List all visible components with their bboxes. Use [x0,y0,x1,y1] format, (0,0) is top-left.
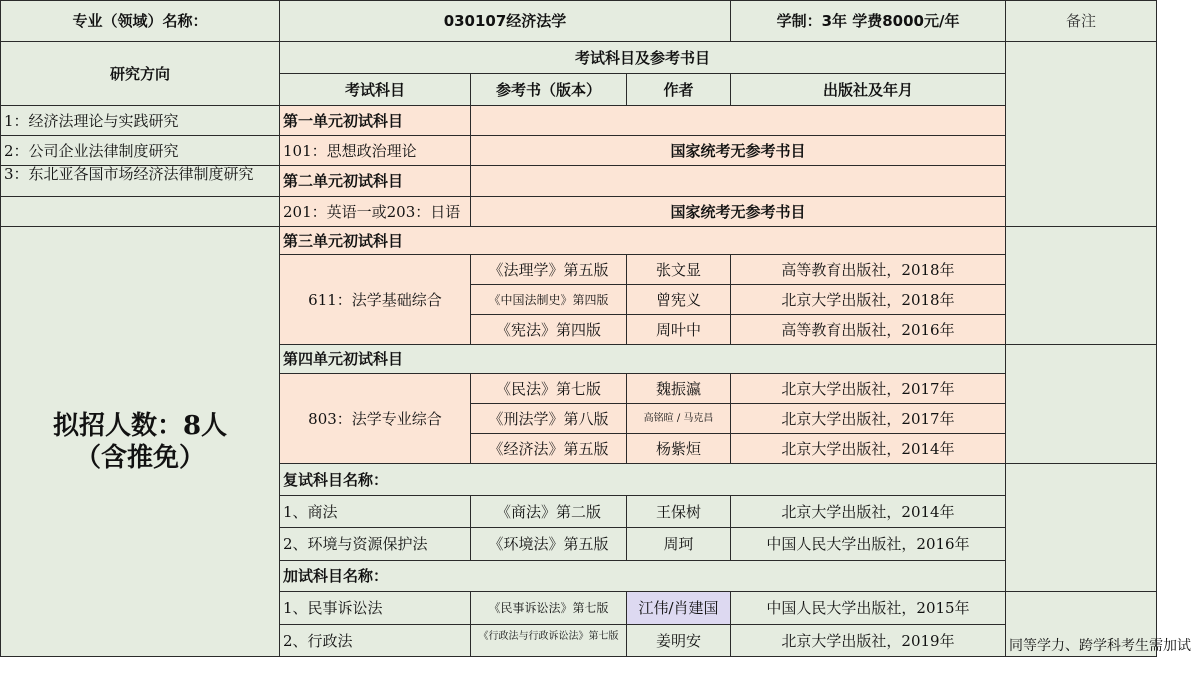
unit4-publisher-3[interactable]: 北京大学出版社，2014年 [731,434,1006,464]
unit3-book-3[interactable]: 《宪法》第四版 [471,315,627,345]
exam-and-books-header[interactable]: 考试科目及参考书目 [280,42,1006,74]
unit3-book-1[interactable]: 《法理学》第五版 [471,255,627,285]
unit4-publisher-1[interactable]: 北京大学出版社，2017年 [731,374,1006,404]
remark-cell-retest[interactable] [1006,464,1157,592]
enrollment-cell[interactable] [1,227,280,657]
unit3-publisher-2[interactable]: 北京大学出版社，2018年 [731,285,1006,315]
retest-book-2[interactable]: 《环境法》第五版 [471,528,627,561]
unit3-author-1[interactable]: 张文显 [627,255,731,285]
direction-1-cell[interactable]: 1：经济法理论与实践研究 [1,106,280,136]
unit4-author-3[interactable]: 杨紫烜 [627,434,731,464]
major-label-cell[interactable]: 专业（领域）名称： [1,1,280,42]
unit3-author-2[interactable]: 曾宪义 [627,285,731,315]
major-name-cell[interactable]: 030107经济法学 [280,1,731,42]
unit4-title-cell[interactable]: 第四单元初试科目 [280,345,1006,374]
direction-3-text: 3：东北亚各国市场经济法律制度研究 [4,165,254,183]
direction-empty-cell[interactable] [1,197,280,227]
extra-publisher-1[interactable]: 中国人民大学出版社，2015年 [731,592,1006,625]
exam-subject-header[interactable]: 考试科目 [280,74,471,106]
unit3-publisher-1[interactable]: 高等教育出版社，2018年 [731,255,1006,285]
extra-remark-cell[interactable]: 同等学力、跨学科考生需加试 [1006,592,1157,657]
unit1-title-cell[interactable]: 第一单元初试科目 [280,106,471,136]
publisher-header[interactable]: 出版社及年月 [731,74,1006,106]
extra-subject-1[interactable]: 1、民事诉讼法 [280,592,471,625]
remark-cell-initial[interactable] [1006,42,1157,227]
extra-book-2[interactable]: 《行政法与行政诉讼法》第七版 [471,625,627,657]
unit1-subject-cell[interactable]: 101：思想政治理论 [280,136,471,166]
unit4-author-1[interactable]: 魏振瀛 [627,374,731,404]
unit1-note-cell[interactable]: 国家统考无参考书目 [471,136,1006,166]
unit4-book-1[interactable]: 《民法》第七版 [471,374,627,404]
unit3-author-3[interactable]: 周叶中 [627,315,731,345]
author-header[interactable]: 作者 [627,74,731,106]
system-fee-cell[interactable]: 学制：3年 学费8000元/年 [731,1,1006,42]
unit4-author-2[interactable]: 高铭暄 / 马克昌 [627,404,731,434]
retest-author-2[interactable]: 周珂 [627,528,731,561]
unit1-blank-cell[interactable] [471,106,1006,136]
extra-author-1[interactable]: 江伟/肖建国 [627,592,731,625]
unit4-book-2[interactable]: 《刑法学》第八版 [471,404,627,434]
extra-title-cell[interactable]: 加试科目名称： [280,561,1006,592]
extra-book-1[interactable]: 《民事诉讼法》第七版 [471,592,627,625]
extra-author-2[interactable]: 姜明安 [627,625,731,657]
direction-2-cell[interactable]: 2：公司企业法律制度研究 [1,136,280,166]
unit4-publisher-2[interactable]: 北京大学出版社，2017年 [731,404,1006,434]
unit3-title-cell[interactable]: 第三单元初试科目 [280,227,1006,255]
unit2-subject-cell[interactable]: 201：英语一或203：日语 [280,197,471,227]
retest-title-cell[interactable]: 复试科目名称： [280,464,1006,496]
retest-book-1[interactable]: 《商法》第二版 [471,496,627,528]
retest-subject-2[interactable]: 2、环境与资源保护法 [280,528,471,561]
reference-book-header[interactable]: 参考书（版本） [471,74,627,106]
enrollment-note: （含推免） [74,442,205,473]
unit2-blank-cell[interactable] [471,166,1006,197]
retest-author-1[interactable]: 王保树 [627,496,731,528]
research-direction-header[interactable]: 研究方向 [1,42,280,106]
remark-cell-unit3[interactable] [1006,227,1157,345]
retest-publisher-1[interactable]: 北京大学出版社，2014年 [731,496,1006,528]
remark-header-cell[interactable]: 备注 [1006,1,1157,42]
retest-subject-1[interactable]: 1、商法 [280,496,471,528]
unit4-book-3[interactable]: 《经济法》第五版 [471,434,627,464]
unit3-book-2[interactable]: 《中国法制史》第四版 [471,285,627,315]
extra-publisher-2[interactable]: 北京大学出版社，2019年 [731,625,1006,657]
retest-publisher-2[interactable]: 中国人民大学出版社，2016年 [731,528,1006,561]
enrollment-count: 拟招人数：8人 [52,410,228,441]
unit2-title-cell[interactable]: 第二单元初试科目 [280,166,471,197]
unit3-subject-cell[interactable]: 611：法学基础综合 [280,255,471,345]
unit2-note-cell[interactable]: 国家统考无参考书目 [471,197,1006,227]
remark-cell-unit4[interactable] [1006,345,1157,464]
extra-subject-2[interactable]: 2、行政法 [280,625,471,657]
unit3-publisher-3[interactable]: 高等教育出版社，2016年 [731,315,1006,345]
direction-3-cell[interactable] [1,166,280,197]
unit4-subject-cell[interactable]: 803：法学专业综合 [280,374,471,464]
